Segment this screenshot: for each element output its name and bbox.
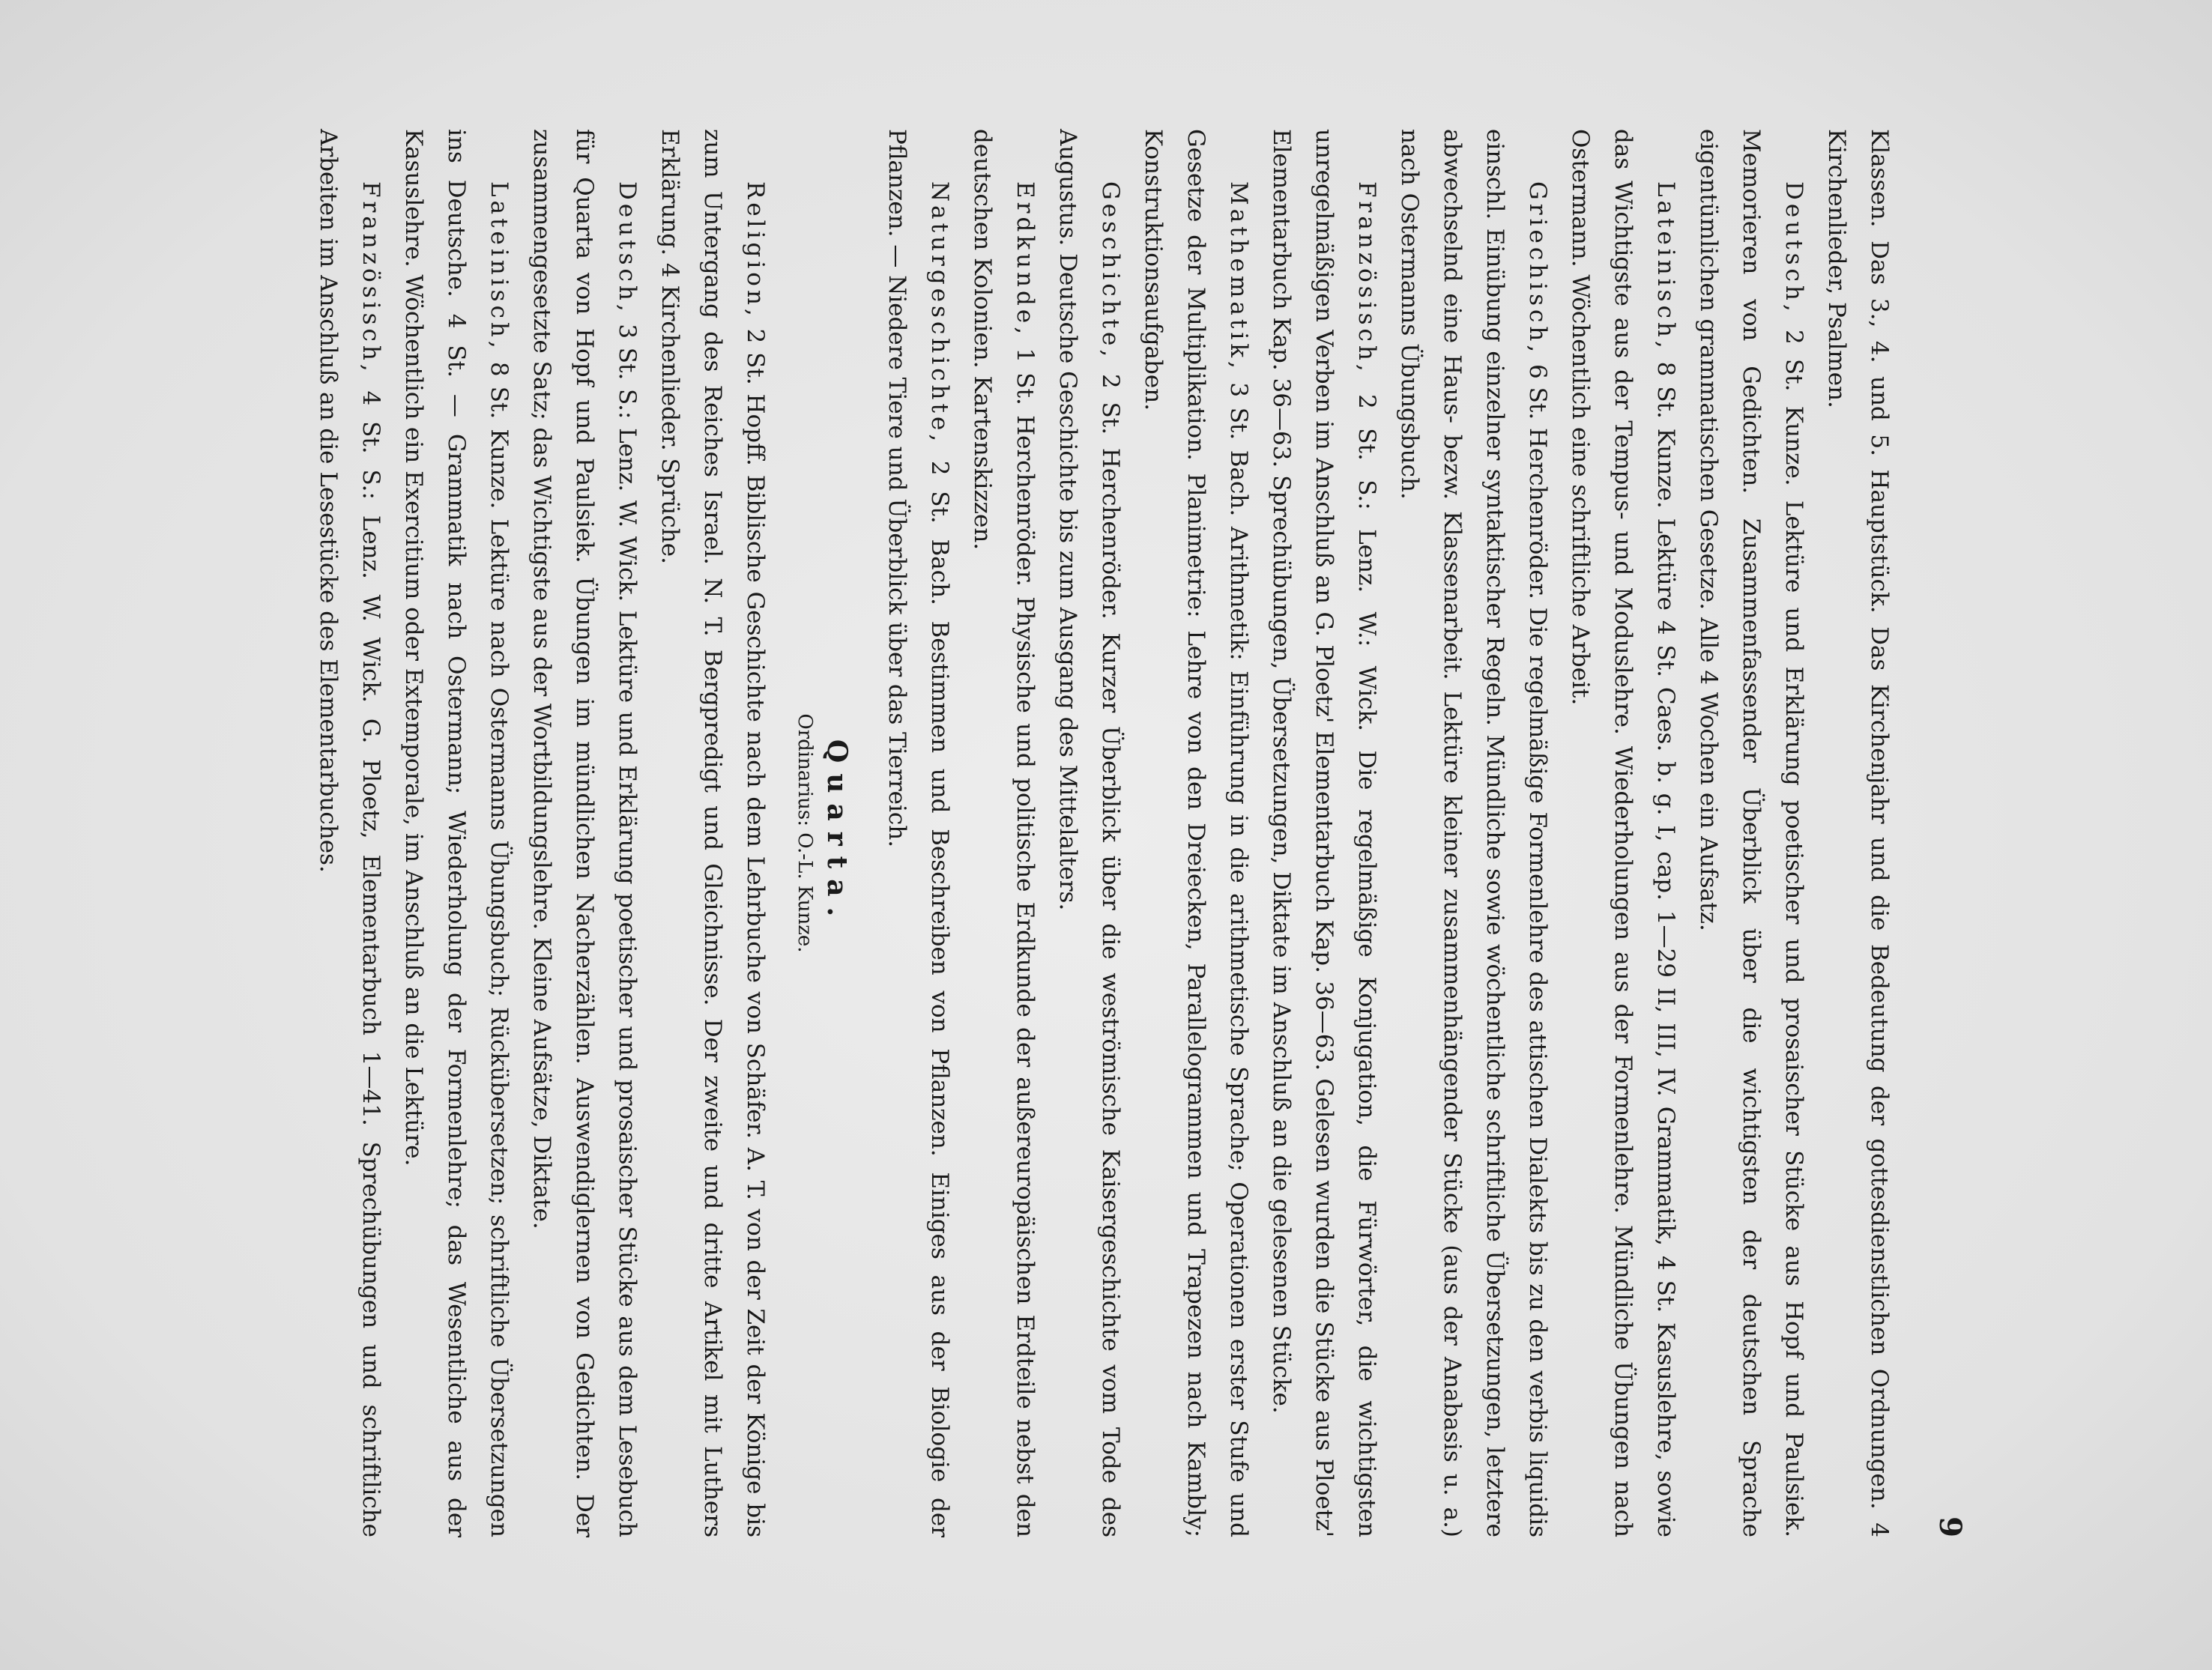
page-body <box>306 129 1900 1537</box>
paragraph-text: 2 St. Hopff. Biblische Geschichte nach dem Lehrbuche von Schäfer. A. T. von der Zeit der Könige bis zum Untergang des Reiches Israel. N. T. Bergpredigt und Gleichnisse. Der zweite und dritte Artikel mit Luthers Erklärung. 4 Kirchenlieder. Sprüche. <box>656 129 769 1537</box>
paragraph-text: 8 St. Kunze. Lektüre 4 St. Caes. b. g. I, cap. 1—29 II, III, IV. Grammatik, 4 St. Kasuslehre, sowie das Wichtigste aus der Tempus- und Moduslehre. Wiederholungen aus der Formenlehre. Mündliche Übungen nach Ostermann. Wöchentlich eine schriftliche Arbeit. <box>1567 129 1679 1537</box>
subject-lead: Geschichte, <box>1097 181 1124 361</box>
section-heading <box>790 129 854 1537</box>
paragraph <box>392 129 520 1537</box>
paragraph <box>520 129 648 1537</box>
subject-lead: Deutsch, <box>1780 181 1807 315</box>
subject-lead: Mathematik, <box>1225 181 1252 372</box>
subject-lead: Französisch, <box>1353 181 1380 375</box>
subject-lead: Religion, <box>742 181 769 320</box>
paragraph-text: 3 St. Bach. Arithmetik: Einführung in die arithmetische Sprache; Operationen erster Stufe und Gesetze der Multiplikation. Planimetrie: Lehre von den Dreiecken, Parallelogrammen und Trapezen nach Kambly; Konstruktionsaufgaben. <box>1140 129 1252 1537</box>
paragraph-text: 2 St. S.: Lenz. W.: Wick. Die regelmäßige Konjugation, die Fürwörter, die wichtigsten unregelmäßigen Verben im Anschluß an G. Ploetz' Elementarbuch Kap. 36—63. Gelesen wurden die Stücke aus Ploetz' Elementarbuch Kap. 36—63. Sprechübungen, Übersetzungen, Diktate im Anschluß an die gelesenen Stücke. <box>1268 129 1380 1537</box>
subject-lead: Lateinisch, <box>486 181 513 352</box>
paragraph <box>648 129 776 1537</box>
paragraph-text: 2 St. Bach. Bestimmen und Beschreiben von Pflanzen. Einiges aus der Biologie der Pflanzen. — Niedere Tiere und Überblick über das Tierreich. <box>883 129 953 1537</box>
paragraph <box>1131 129 1260 1537</box>
paragraph <box>1687 129 1815 1537</box>
paragraph-text: 6 St. Herchenröder. Die regelmäßige Formenlehre des attischen Dialekts bis zu den verbis liquidis einschl. Einübung einzelner syntaktischer Regeln. Mündliche sowie wöchentliche schriftliche Übersetzungen, letztere abwechselnd eine Haus- bezw. Klassenarbeit. Lektüre kleiner zusammenhängender Stücke (aus der Anabasis u. a.) nach Ostermanns Übungsbuch. <box>1396 129 1551 1537</box>
paragraph-text: 1 St. Herchenröder. Physische und politische Erdkunde der außereuropäischen Erdteile nebst den deutschen Kolonien. Kartenskizzen. <box>969 129 1039 1537</box>
subject-lead: Lateinisch, <box>1652 181 1679 352</box>
subject-lead: Französisch, <box>357 181 384 375</box>
document-page <box>94 99 1998 1567</box>
subject-lead: Griechisch, <box>1524 181 1551 357</box>
paragraph <box>1260 129 1388 1537</box>
section-title: Quarta. <box>821 739 853 928</box>
paragraph <box>1815 129 1900 1537</box>
subject-lead: Naturgeschichte, <box>926 181 953 446</box>
paragraph <box>1559 129 1687 1537</box>
paragraph <box>875 129 961 1537</box>
paragraph-text: 2 St. Kunze. Lektüre und Erklärung poetischer und prosaischer Stücke aus Hopf und Paulsiek. Memorieren von Gedichten. Zusammenfassender Überblick über die wichtigsten der deutschen Sprache eigentümlichen grammatischen Gesetze. Alle 4 Wochen ein Aufsatz. <box>1695 129 1807 1537</box>
paragraph <box>1046 129 1131 1537</box>
paragraph <box>306 129 392 1537</box>
paragraphs-after-section <box>306 129 776 1537</box>
subject-lead: Erdkunde, <box>1012 181 1039 339</box>
subject-lead: Deutsch, <box>614 181 641 315</box>
paragraph-text: 2 St. Herchenröder. Kurzer Überblick über die weströmische Kaisergeschichte vom Tode des Augustus. Deutsche Geschichte bis zum Ausgang des Mittelalters. <box>1054 129 1124 1537</box>
section-ordinarius: Ordinarius: O.-L. Kunze. <box>794 713 816 953</box>
paragraphs-before-section <box>875 129 1900 1537</box>
paragraph-text: 8 St. Kunze. Lektüre nach Ostermanns Übungsbuch; Rückübersetzen; schriftliche Übersetzungen ins Deutsche. 4 St. — Grammatik nach Ostermann; Wiederholung der Formenlehre; das Wesentliche aus der Kasuslehre. Wöchentlich ein Exercitium oder Extemporale, im Anschluß an die Lektüre. <box>400 129 513 1537</box>
page-number: 9 <box>1933 1516 1968 1537</box>
paragraph <box>961 129 1046 1537</box>
paragraph-text: 4 St. S.: Lenz. W. Wick. G. Ploetz, Elementarbuch 1—41. Sprechübungen und schriftliche Arbeiten im Anschluß an die Lesestücke des Elementarbuches. <box>315 129 384 1537</box>
paragraph-text: 3 St. S.: Lenz. W. Wick. Lektüre und Erklärung poetischer und prosaischer Stücke aus dem Lesebuch für Quarta von Hopf und Paulsiek. Übungen im mündlichen Nacherzählen. Auswendiglernen von Gedichten. Der zusammengesetzte Satz; das Wichtigste aus der Wortbildungslehre. Kleine Aufsätze, Diktate. <box>528 129 641 1537</box>
paragraph <box>1388 129 1559 1537</box>
paragraph-text: Klassen. Das 3., 4. und 5. Hauptstück. Das Kirchenjahr und die Bedeutung der gottesdienstlichen Ordnungen. 4 Kirchenlieder, Psalmen. <box>1823 129 1893 1537</box>
